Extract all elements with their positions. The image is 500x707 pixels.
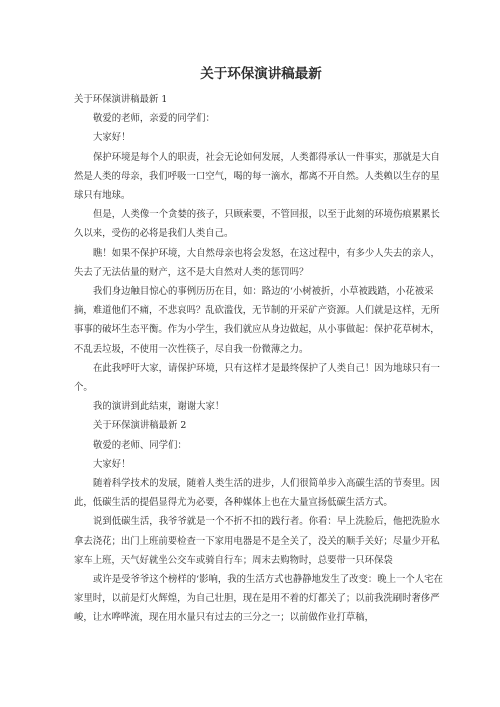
paragraph: 或许是受爷爷这个榜样的‘影响，我的生活方式也静静地发生了改变：晚上一个人宅在家里时，以前是灯火辉煌，为自己壮胆，现在是用不着的灯都关了；以前我洗刷时奢侈严峻，让水哗哗流，现在用水量只有过去的三分之一；以前做作业打草稿， [74,574,443,624]
paragraph: 我的演讲到此结束，谢谢大家！ [93,401,225,413]
paragraph: 我们身边触目惊心的事例历历在目，如：路边的‘小树被折，小草被践踏，小花被采摘，难道他们不痛，不悲哀吗？乱砍滥伐，无节制的开采矿产资源。人们就是这样，无所事事的破坏生态平衡。作为小学生，我们就应从身边做起，从小事做起：保护花草树木，不乱丢垃圾，不使用一次性筷子，尽自我一份微薄之力。 [74,286,440,355]
paragraph: 大家好！ [93,132,131,144]
paragraph: 敬爱的老师，亲爱的同学们： [93,113,215,125]
paragraph: 随着科学技术的发展，随着人类生活的进步，人们很简单步入高碳生活的节奏里。因此，低碳生活的提倡显得尤为必要，各种媒体上也在大量宣扬低碳生活方式。 [74,478,440,509]
paragraph: 说到低碳生活，我爷爷就是一个不折不扣的践行者。你看：早上洗脸后，他把洗脸水拿去浇花；出门上班前要检查一下家用电器是不是全关了，没关的顺手关好；尽量少开私家车上班，天气好就坐公交车或骑自行车；周末去购物时，总要带一只环保袋 [74,516,440,566]
paragraph: 保护环境是每个人的职责，社会无论如何发展，人类都得承认一件事实，那就是大自然是人类的母亲，我们呼吸一口空气，喝的每一滴水，都离不开自然。人类赖以生存的星球只有地球。 [74,151,440,202]
paragraph: 关于环保演讲稿最新 2 [93,420,187,432]
document-title: 关于环保演讲稿最新 [200,66,322,82]
paragraph: 但是，人类像一个贪婪的孩子，只顾索要，不管回报，以至于此刻的环境伤痕累累长久以来，受伤的必将是我们人类自己。 [74,209,440,240]
paragraph: 大家好！ [93,458,131,470]
paragraph: 瞧！如果不保护环境，大自然母亲也将会发怒，在这过程中，有多少人失去的亲人，失去了无法估量的财产，这不是大自然对人类的惩罚吗？ [74,247,440,278]
document-body [74,90,448,628]
paragraph: 敬爱的老师、同学们： [93,439,187,451]
paragraph: 关于环保演讲稿最新 1 [74,94,168,105]
paragraph: 在此我呼吁大家，请保护环境，只有这样才是最终保护了人类自己！因为地球只有一个。 [74,362,440,394]
